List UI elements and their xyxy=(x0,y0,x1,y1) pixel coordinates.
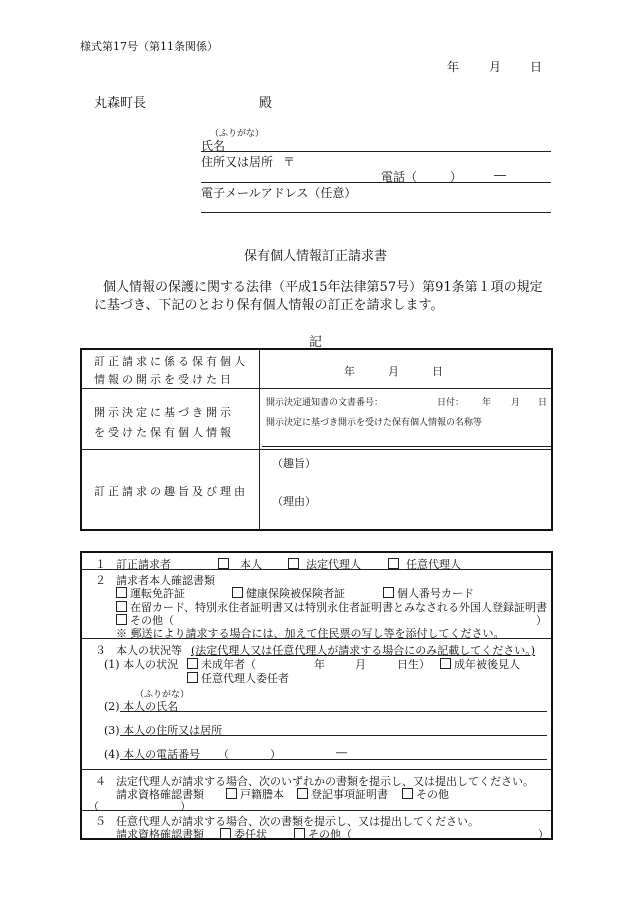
sec4-opt-other[interactable]: その他 xyxy=(402,786,449,802)
row2-label-b: を受けた保有個人情報 xyxy=(94,426,234,439)
sec5-number: ５ xyxy=(95,815,106,828)
row1-year: 年 xyxy=(344,365,355,378)
checkbox-icon[interactable] xyxy=(187,658,198,669)
checkbox-icon[interactable] xyxy=(187,672,198,683)
applicant-email-label: 電子メールアドレス（任意） xyxy=(201,186,357,200)
sec3-phone-line[interactable] xyxy=(120,759,547,760)
row2-month: 月 xyxy=(511,398,521,408)
row3-reason: （理由） xyxy=(272,495,316,508)
checkbox-icon[interactable] xyxy=(288,558,299,569)
checkbox-icon[interactable] xyxy=(226,788,237,799)
form-title: 保有個人情報訂正請求書 xyxy=(244,249,388,264)
row2-date-label: 日付： xyxy=(437,398,465,408)
sec3-phone-dash: ― xyxy=(336,746,347,759)
applicant-phone-close: ） xyxy=(450,170,463,184)
row2-label-a: 開示決定に基づき開示 xyxy=(94,406,234,419)
row1-month: 月 xyxy=(388,365,399,378)
sec3-furigana: （ふりがな） xyxy=(135,690,190,700)
checkbox-icon[interactable] xyxy=(218,558,229,569)
checkbox-icon[interactable] xyxy=(116,601,127,612)
sec2-other-close: ） xyxy=(536,614,547,627)
sec3-phone-close: ） xyxy=(270,748,281,761)
row2-name-label: 開示決定に基づき開示を受けた保有個人情報の名称等 xyxy=(266,418,483,428)
sec1-opt-self[interactable]: 本人 xyxy=(218,556,262,572)
postal-mark: 〒 xyxy=(283,155,296,169)
row1-label-a: 訂正請求に係る保有個人 xyxy=(94,355,248,368)
sec3-opt-minor[interactable]: 未成年者（ xyxy=(187,656,256,672)
sec2-opt-mynumber[interactable]: 個人番号カード xyxy=(383,585,474,601)
applicant-address-line[interactable] xyxy=(201,182,551,183)
checkbox-icon[interactable] xyxy=(294,828,305,839)
date-month: 月 xyxy=(489,60,502,74)
sec3-p2-label: (2) 本人の氏名 xyxy=(104,700,179,713)
sec5-other-close: ） xyxy=(538,828,549,841)
applicant-address-label: 住所又は居所 xyxy=(201,155,274,169)
sec4-other-close: ） xyxy=(180,800,191,813)
applicant-furigana: （ふりがな） xyxy=(210,129,265,139)
sec2-opt-insurance[interactable]: 健康保険被保険者証 xyxy=(232,585,345,601)
intro-line-1: 個人情報の保護に関する法律（平成15年法律第57号）第91条第１項の規定 xyxy=(103,280,543,295)
sec3-p1-label: (1) 本人の状況 xyxy=(104,658,179,671)
row3-purpose: （趣旨） xyxy=(272,457,316,470)
applicant-name-label: 氏名 xyxy=(201,139,226,153)
checkbox-icon[interactable] xyxy=(297,788,308,799)
sec2-label: 請求者本人確認書類 xyxy=(116,574,215,587)
checkbox-icon[interactable] xyxy=(116,614,127,625)
row2-year: 年 xyxy=(482,398,492,408)
sec4-text: 法定代理人が請求する場合、次のいずれかの書類を提示し、又は提出してください。 xyxy=(116,775,534,788)
sec2-opt-other[interactable]: その他（ xyxy=(116,612,174,628)
sec4-line xyxy=(81,810,552,811)
checkbox-icon[interactable] xyxy=(402,788,413,799)
addressee-honorific: 殿 xyxy=(259,96,273,111)
sec3-birth-month: 月 xyxy=(355,658,366,671)
applicant-email-line[interactable] xyxy=(201,212,551,213)
ki-label: 記 xyxy=(309,335,323,350)
sec1-opt-voluntary[interactable]: 任意代理人 xyxy=(388,556,461,572)
row3-label: 訂正請求の趣旨及び理由 xyxy=(94,485,248,498)
sec1-opt-legal[interactable]: 法定代理人 xyxy=(288,556,361,572)
sec3-p4-label: (4) 本人の電話番号 xyxy=(104,748,201,761)
form-number: 様式第17号（第11条関係） xyxy=(80,40,218,53)
main-table-row-line-2 xyxy=(81,449,552,450)
date-year: 年 xyxy=(447,60,460,74)
date-day: 日 xyxy=(530,60,543,74)
main-table-row-line-1 xyxy=(81,388,552,389)
checkbox-icon[interactable] xyxy=(116,587,127,598)
sec3-address-line[interactable] xyxy=(120,735,547,736)
checkbox-icon[interactable] xyxy=(220,828,231,839)
sec3-name-line[interactable] xyxy=(120,711,547,712)
row2-docno: 開示決定通知書の文書番号： xyxy=(266,398,384,408)
sec5-text: 任意代理人が請求する場合、次の書類を提示し、又は提出してください。 xyxy=(116,815,479,828)
sec3-opt-adult-ward[interactable]: 成年被後見人 xyxy=(440,656,520,672)
sec2-number: ２ xyxy=(95,574,106,587)
sec3-birth-year: 年 xyxy=(314,658,325,671)
addressee: 丸森町長 xyxy=(94,96,147,111)
sec3-label: 本人の状況等 xyxy=(116,644,182,657)
sec3-note: (法定代理人又は任意代理人が請求する場合にのみ記載してください。) xyxy=(191,644,536,657)
sec3-number: ３ xyxy=(95,644,106,657)
sec5-opt-other[interactable]: その他（ xyxy=(294,826,352,842)
checkbox-icon[interactable] xyxy=(440,658,451,669)
sec5-doc-label: 請求資格確認書類 xyxy=(116,828,204,841)
row1-day: 日 xyxy=(432,365,443,378)
sec3-opt-agent[interactable]: 任意代理人委任者 xyxy=(187,670,289,686)
sec3-p3-label: (3) 本人の住所又は居所 xyxy=(104,724,223,737)
checkbox-icon[interactable] xyxy=(383,587,394,598)
sec5-opt-proxy[interactable]: 委任状 xyxy=(220,826,267,842)
sec1-label: 訂正請求者 xyxy=(116,558,171,571)
sec3-line xyxy=(81,769,552,770)
checkbox-icon[interactable] xyxy=(232,587,243,598)
sec4-number: ４ xyxy=(95,775,106,788)
sec4-opt-registry[interactable]: 登記事項証明書 xyxy=(297,786,388,802)
row1-label-b: 情報の開示を受けた日 xyxy=(94,373,234,386)
applicant-phone-label: 電話（ xyxy=(381,170,418,184)
sec3-birth-day: 日生） xyxy=(397,658,430,671)
sec4-other-open: （ xyxy=(88,800,99,813)
row2-day: 日 xyxy=(538,398,548,408)
sec2-opt-license[interactable]: 運転免許証 xyxy=(116,585,185,601)
sec4-doc-label: 請求資格確認書類 xyxy=(116,788,204,801)
checkbox-icon[interactable] xyxy=(388,558,399,569)
sec2-note: ※ 郵送により請求する場合には、加えて住民票の写し等を添付してください。 xyxy=(116,627,505,640)
sec1-number: １ xyxy=(95,558,106,571)
sec4-opt-koseki[interactable]: 戸籍謄本 xyxy=(226,786,284,802)
applicant-phone-dash: ― xyxy=(494,168,506,182)
sec3-phone-open: （ xyxy=(218,748,229,761)
main-table-divider xyxy=(259,349,260,530)
applicant-name-line[interactable] xyxy=(201,151,551,152)
intro-line-2: に基づき、下記のとおり保有個人情報の訂正を請求します。 xyxy=(94,298,444,313)
row2-name-underline xyxy=(262,446,552,447)
sec2-opt-residence[interactable]: 在留カード、特別永住者証明書又は特別永住者証明書とみなされる外国人登録証明書 xyxy=(116,599,547,615)
